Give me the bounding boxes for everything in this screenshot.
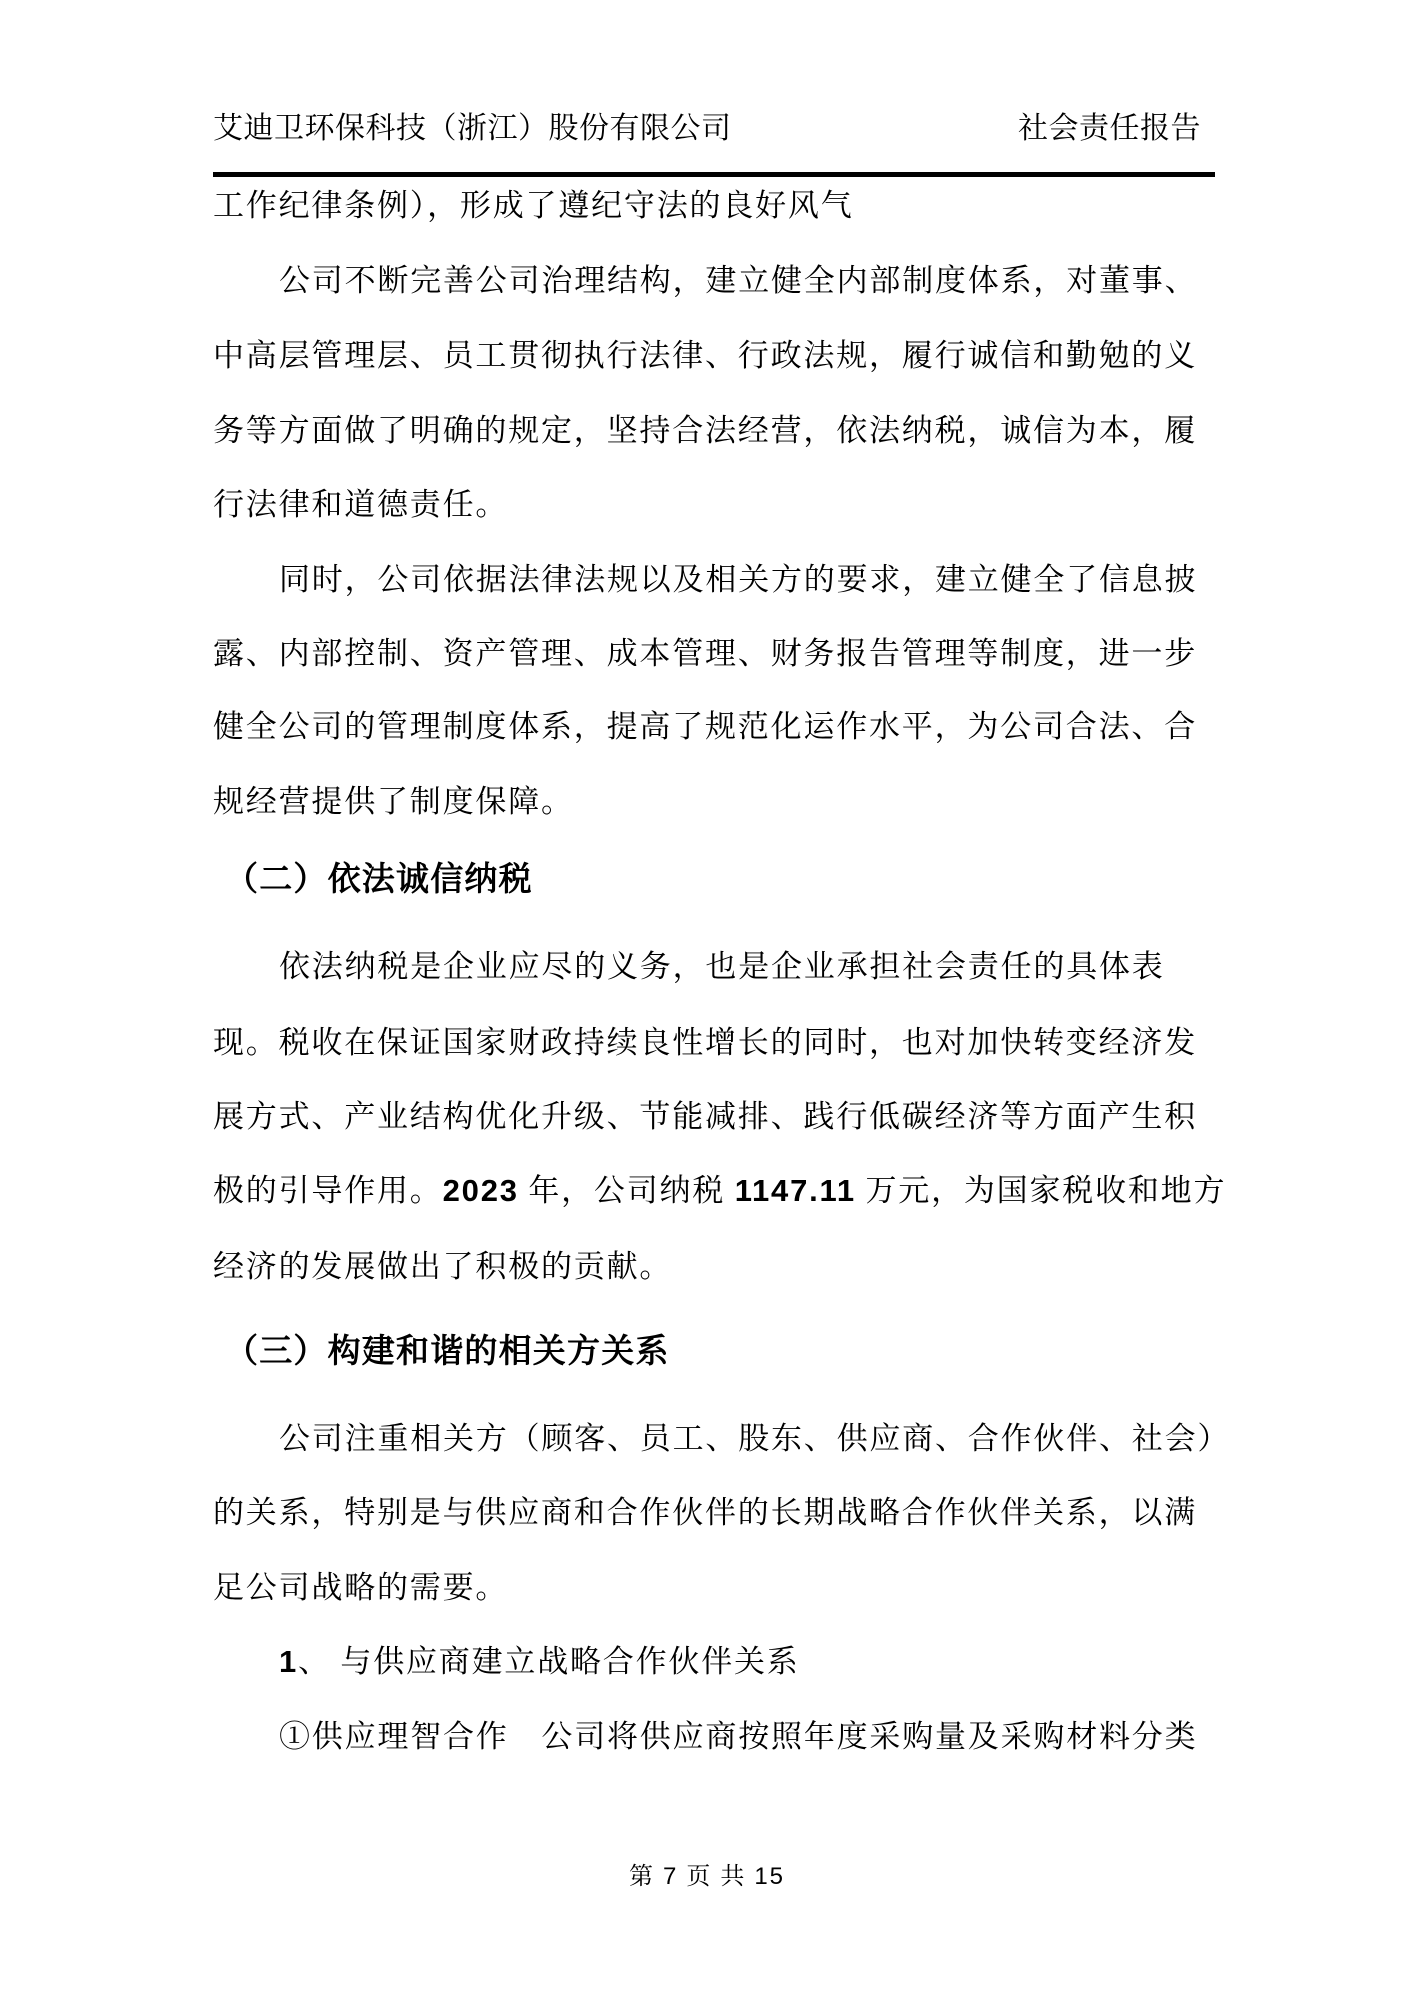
body-line [213,185,854,226]
body-line [213,410,1197,451]
text-run: 的关系，特别是与供应商和合作伙伴的长期战略合作伙伴关系，以满 [213,1495,1197,1530]
text-run: ①供应理智合作 公司将供应商按照年度采购量及采购材料分类 [279,1719,1198,1754]
body-line [213,260,1197,301]
body-line [213,946,1165,987]
text-run: 、 与供应商建立战略合作伙伴关系 [298,1644,800,1679]
text-run: 务等方面做了明确的规定，坚持合法经营，依法纳税，诚信为本，履 [213,413,1197,448]
body-line [213,335,1197,376]
body-line [213,1641,800,1682]
text-run: 工作纪律条例），形成了遵纪守法的良好风气 [213,188,854,223]
text-run: 15 [754,1863,786,1890]
section-heading [213,1330,670,1371]
text-run: 年，公司纳税 [518,1173,735,1208]
body-line [213,781,574,822]
text-run: 7 [662,1863,679,1890]
header-report-title: 社会责任报告 [1018,112,1201,145]
text-run: 公司不断完善公司治理结构，建立健全内部制度体系，对董事、 [279,263,1198,298]
text-run: 公司注重相关方（顾客、员工、股东、供应商、合作伙伴、社会） [279,1421,1231,1456]
header-company-name: 艾迪卫环保科技（浙江）股份有限公司 [213,112,732,145]
text-run: （二）依法诚信纳税 [225,860,533,897]
body-line [213,1246,672,1287]
text-run: 依法纳税是企业应尽的义务，也是企业承担社会责任的具体表 [279,949,1165,984]
body-line [213,1418,1230,1459]
text-run: 页 共 [678,1864,755,1890]
body-line [213,484,508,525]
body-line [213,1716,1197,1757]
section-heading [213,858,533,899]
page-footer [0,1856,1414,1891]
text-run: 1147.11 [734,1173,856,1208]
text-run: 第 [628,1864,663,1890]
body-line [213,1022,1197,1063]
text-run: 中高层管理层、员工贯彻执行法律、行政法规，履行诚信和勤勉的义 [213,338,1197,373]
text-run: 经济的发展做出了积极的贡献。 [213,1249,673,1284]
text-run: 健全公司的管理制度体系，提高了规范化运作水平，为公司合法、合 [213,709,1197,744]
text-run: 行法律和道德责任。 [213,487,509,522]
body-line [213,1567,508,1608]
text-run: 现。税收在保证国家财政持续良性增长的同时，也对加快转变经济发 [213,1025,1197,1060]
text-run: 同时，公司依据法律法规以及相关方的要求，建立健全了信息披 [279,562,1198,597]
body-line [213,706,1197,747]
body-line [213,633,1197,674]
body-line [213,1170,1226,1211]
text-run: 极的引导作用。 [213,1173,443,1208]
text-run: 规经营提供了制度保障。 [213,784,574,819]
text-run: 1 [279,1644,299,1679]
text-run: 2023 [442,1173,519,1208]
text-run: 露、内部控制、资产管理、成本管理、财务报告管理等制度，进一步 [213,636,1197,671]
body-line [213,1096,1197,1137]
body-line [213,559,1197,600]
header-rule [213,172,1215,177]
text-run: （三）构建和谐的相关方关系 [225,1332,670,1369]
body-line [213,1492,1197,1533]
text-run: 展方式、产业结构优化升级、节能减排、践行低碳经济等方面产生积 [213,1099,1197,1134]
page-header [213,103,1201,147]
text-run: 万元，为国家税收和地方 [855,1173,1227,1208]
text-run: 足公司战略的需要。 [213,1570,509,1605]
